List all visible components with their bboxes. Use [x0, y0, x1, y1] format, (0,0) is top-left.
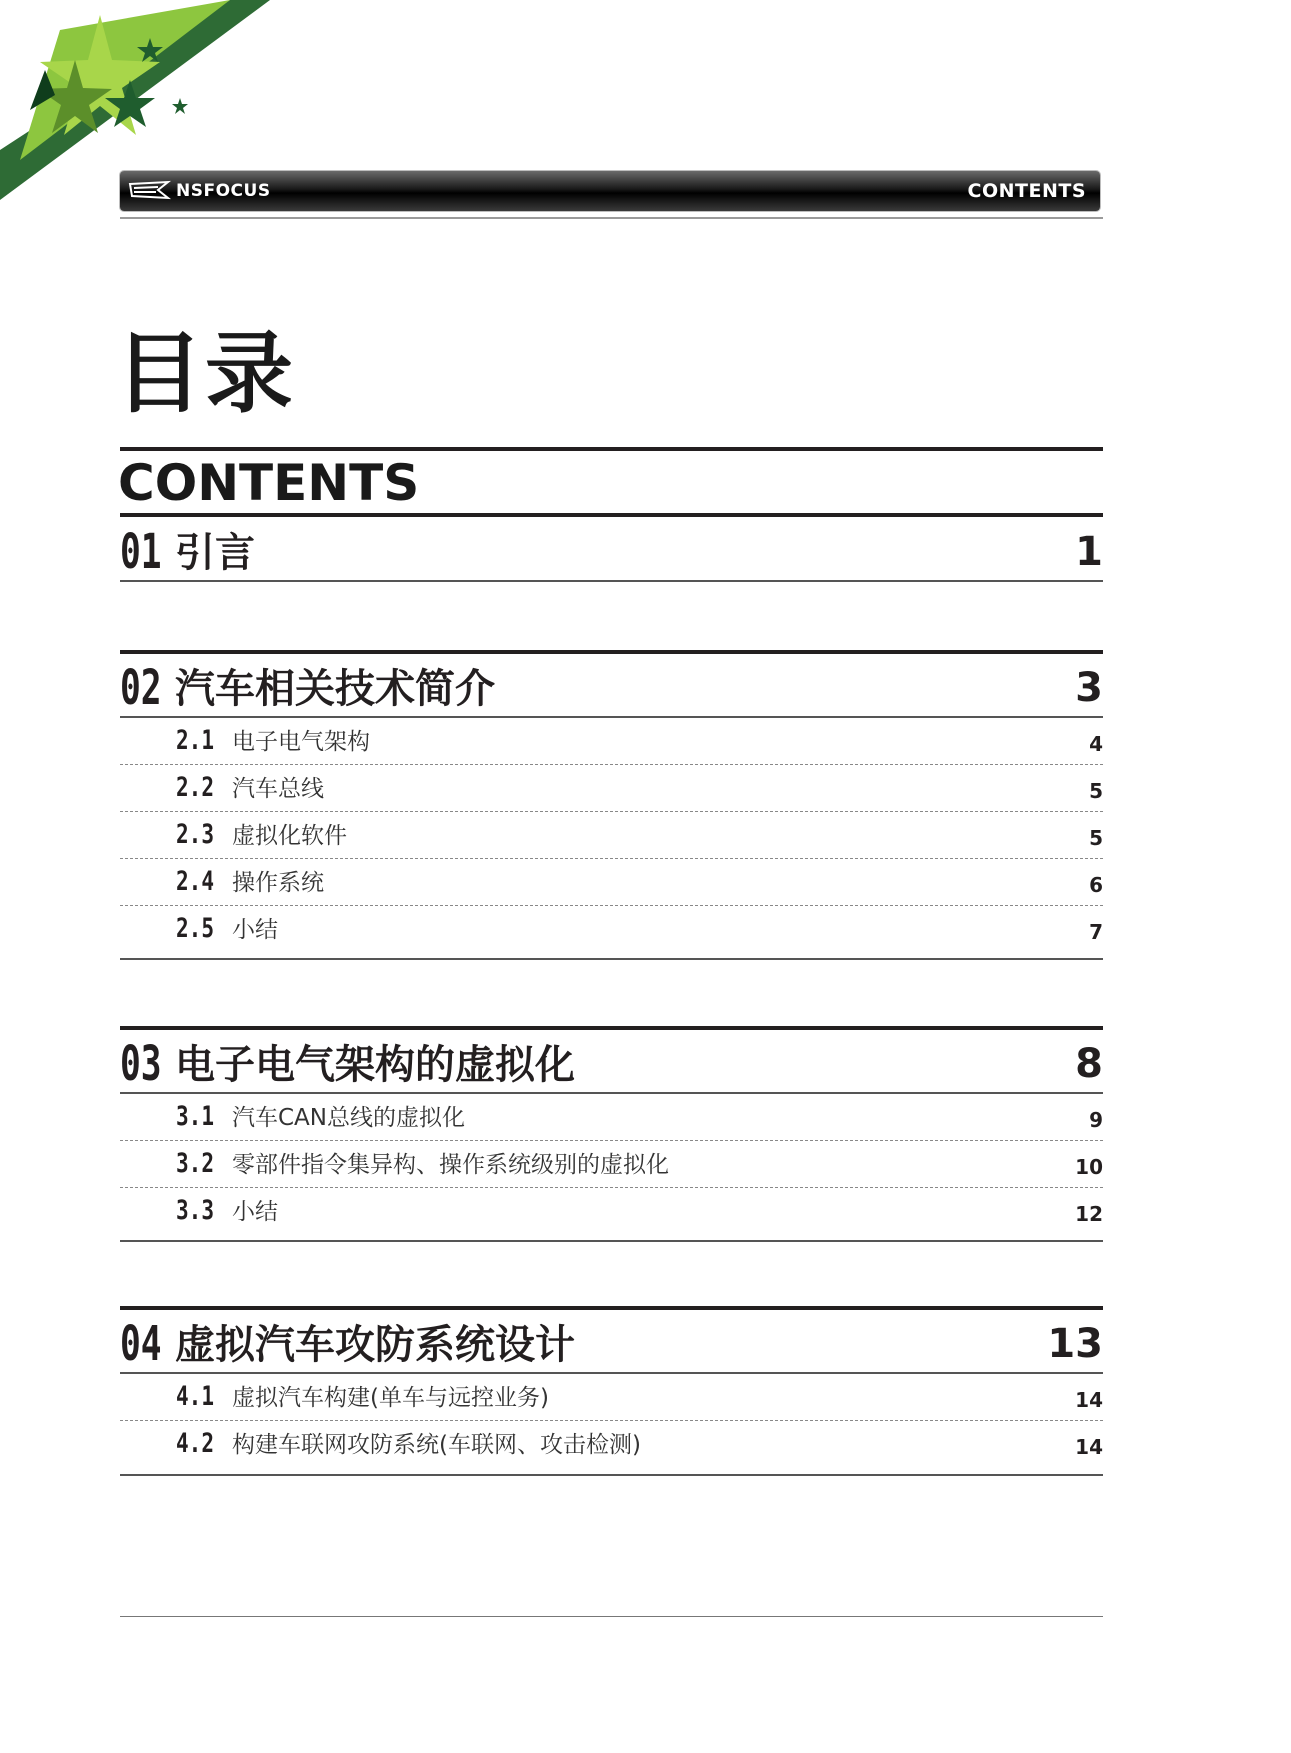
item-number: 2.2 [176, 772, 215, 803]
section-page: 8 [1075, 1041, 1103, 1087]
item-page: 10 [1075, 1155, 1103, 1179]
section-bottom-rule [120, 1240, 1103, 1242]
section-page: 13 [1047, 1321, 1103, 1367]
item-page: 6 [1089, 873, 1103, 897]
toc-item[interactable] [120, 859, 1103, 906]
item-title: 小结 [232, 917, 278, 943]
toc-section-02[interactable] [120, 656, 1103, 952]
brand-logo [128, 178, 271, 204]
toc-item[interactable] [120, 1374, 1103, 1421]
item-page: 9 [1089, 1108, 1103, 1132]
section-number: 02 [120, 660, 162, 716]
star-burst-decoration [0, 0, 270, 200]
item-number: 4.2 [176, 1428, 215, 1459]
item-number: 2.4 [176, 866, 215, 897]
item-number: 3.3 [176, 1195, 215, 1226]
section-title: 电子电气架构的虚拟化 [175, 1042, 575, 1088]
toc-item[interactable] [120, 718, 1103, 765]
item-number: 2.3 [176, 819, 215, 850]
item-title: 虚拟汽车构建(单车与远控业务) [232, 1385, 549, 1411]
section-number: 01 [120, 524, 162, 580]
item-title: 虚拟化软件 [232, 823, 347, 849]
section-number: 03 [120, 1036, 162, 1092]
item-page: 12 [1075, 1202, 1103, 1226]
item-number: 2.5 [176, 913, 215, 944]
section-heading[interactable] [120, 520, 1103, 580]
item-page: 5 [1089, 826, 1103, 850]
page-title-en: CONTENTS [118, 454, 420, 512]
page-title-cn: 目录 [115, 322, 296, 425]
section-top-rule [120, 650, 1103, 654]
toc-item[interactable] [120, 1094, 1103, 1141]
section-heading[interactable] [120, 656, 1103, 716]
item-number: 2.1 [176, 725, 215, 756]
section-title: 引言 [175, 530, 255, 576]
toc-section-03[interactable] [120, 1032, 1103, 1234]
section-heading[interactable] [120, 1032, 1103, 1092]
section-top-rule [120, 1306, 1103, 1310]
header-banner [120, 171, 1100, 211]
item-title: 汽车CAN总线的虚拟化 [232, 1105, 465, 1131]
title-divider-bottom [120, 513, 1103, 517]
section-page: 3 [1075, 665, 1103, 711]
item-page: 7 [1089, 920, 1103, 944]
item-title: 小结 [232, 1199, 278, 1225]
title-divider-top [120, 447, 1103, 451]
banner-contents-label: CONTENTS [967, 180, 1086, 202]
item-number: 4.1 [176, 1381, 215, 1412]
section-title: 虚拟汽车攻防系统设计 [175, 1322, 575, 1368]
section-bottom-rule [120, 1474, 1103, 1476]
section-bottom-rule [120, 958, 1103, 960]
toc-item[interactable] [120, 1188, 1103, 1234]
item-title: 汽车总线 [232, 776, 324, 802]
toc-item[interactable] [120, 1141, 1103, 1188]
toc-item[interactable] [120, 812, 1103, 859]
section-title: 汽车相关技术简介 [175, 666, 495, 712]
item-number: 3.1 [176, 1101, 215, 1132]
item-page: 5 [1089, 779, 1103, 803]
item-page: 4 [1089, 732, 1103, 756]
item-number: 3.2 [176, 1148, 215, 1179]
item-title: 电子电气架构 [232, 729, 370, 755]
item-page: 14 [1075, 1388, 1103, 1412]
toc-section-01[interactable] [120, 520, 1103, 580]
toc-item[interactable] [120, 765, 1103, 812]
toc-item[interactable] [120, 1421, 1103, 1467]
toc-section-04[interactable] [120, 1312, 1103, 1467]
flag-icon [128, 180, 172, 202]
section-top-rule [120, 1026, 1103, 1030]
item-title: 零部件指令集异构、操作系统级别的虚拟化 [232, 1152, 669, 1178]
section-divider [120, 580, 1103, 582]
item-title: 操作系统 [232, 870, 324, 896]
footer-rule [120, 1616, 1103, 1617]
banner-underline [120, 217, 1103, 219]
brand-name: NSFOCUS [176, 181, 271, 201]
section-number: 04 [120, 1316, 162, 1372]
section-heading[interactable] [120, 1312, 1103, 1372]
section-page: 1 [1075, 529, 1103, 575]
item-page: 14 [1075, 1435, 1103, 1459]
toc-item[interactable] [120, 906, 1103, 952]
item-title: 构建车联网攻防系统(车联网、攻击检测) [232, 1432, 641, 1458]
